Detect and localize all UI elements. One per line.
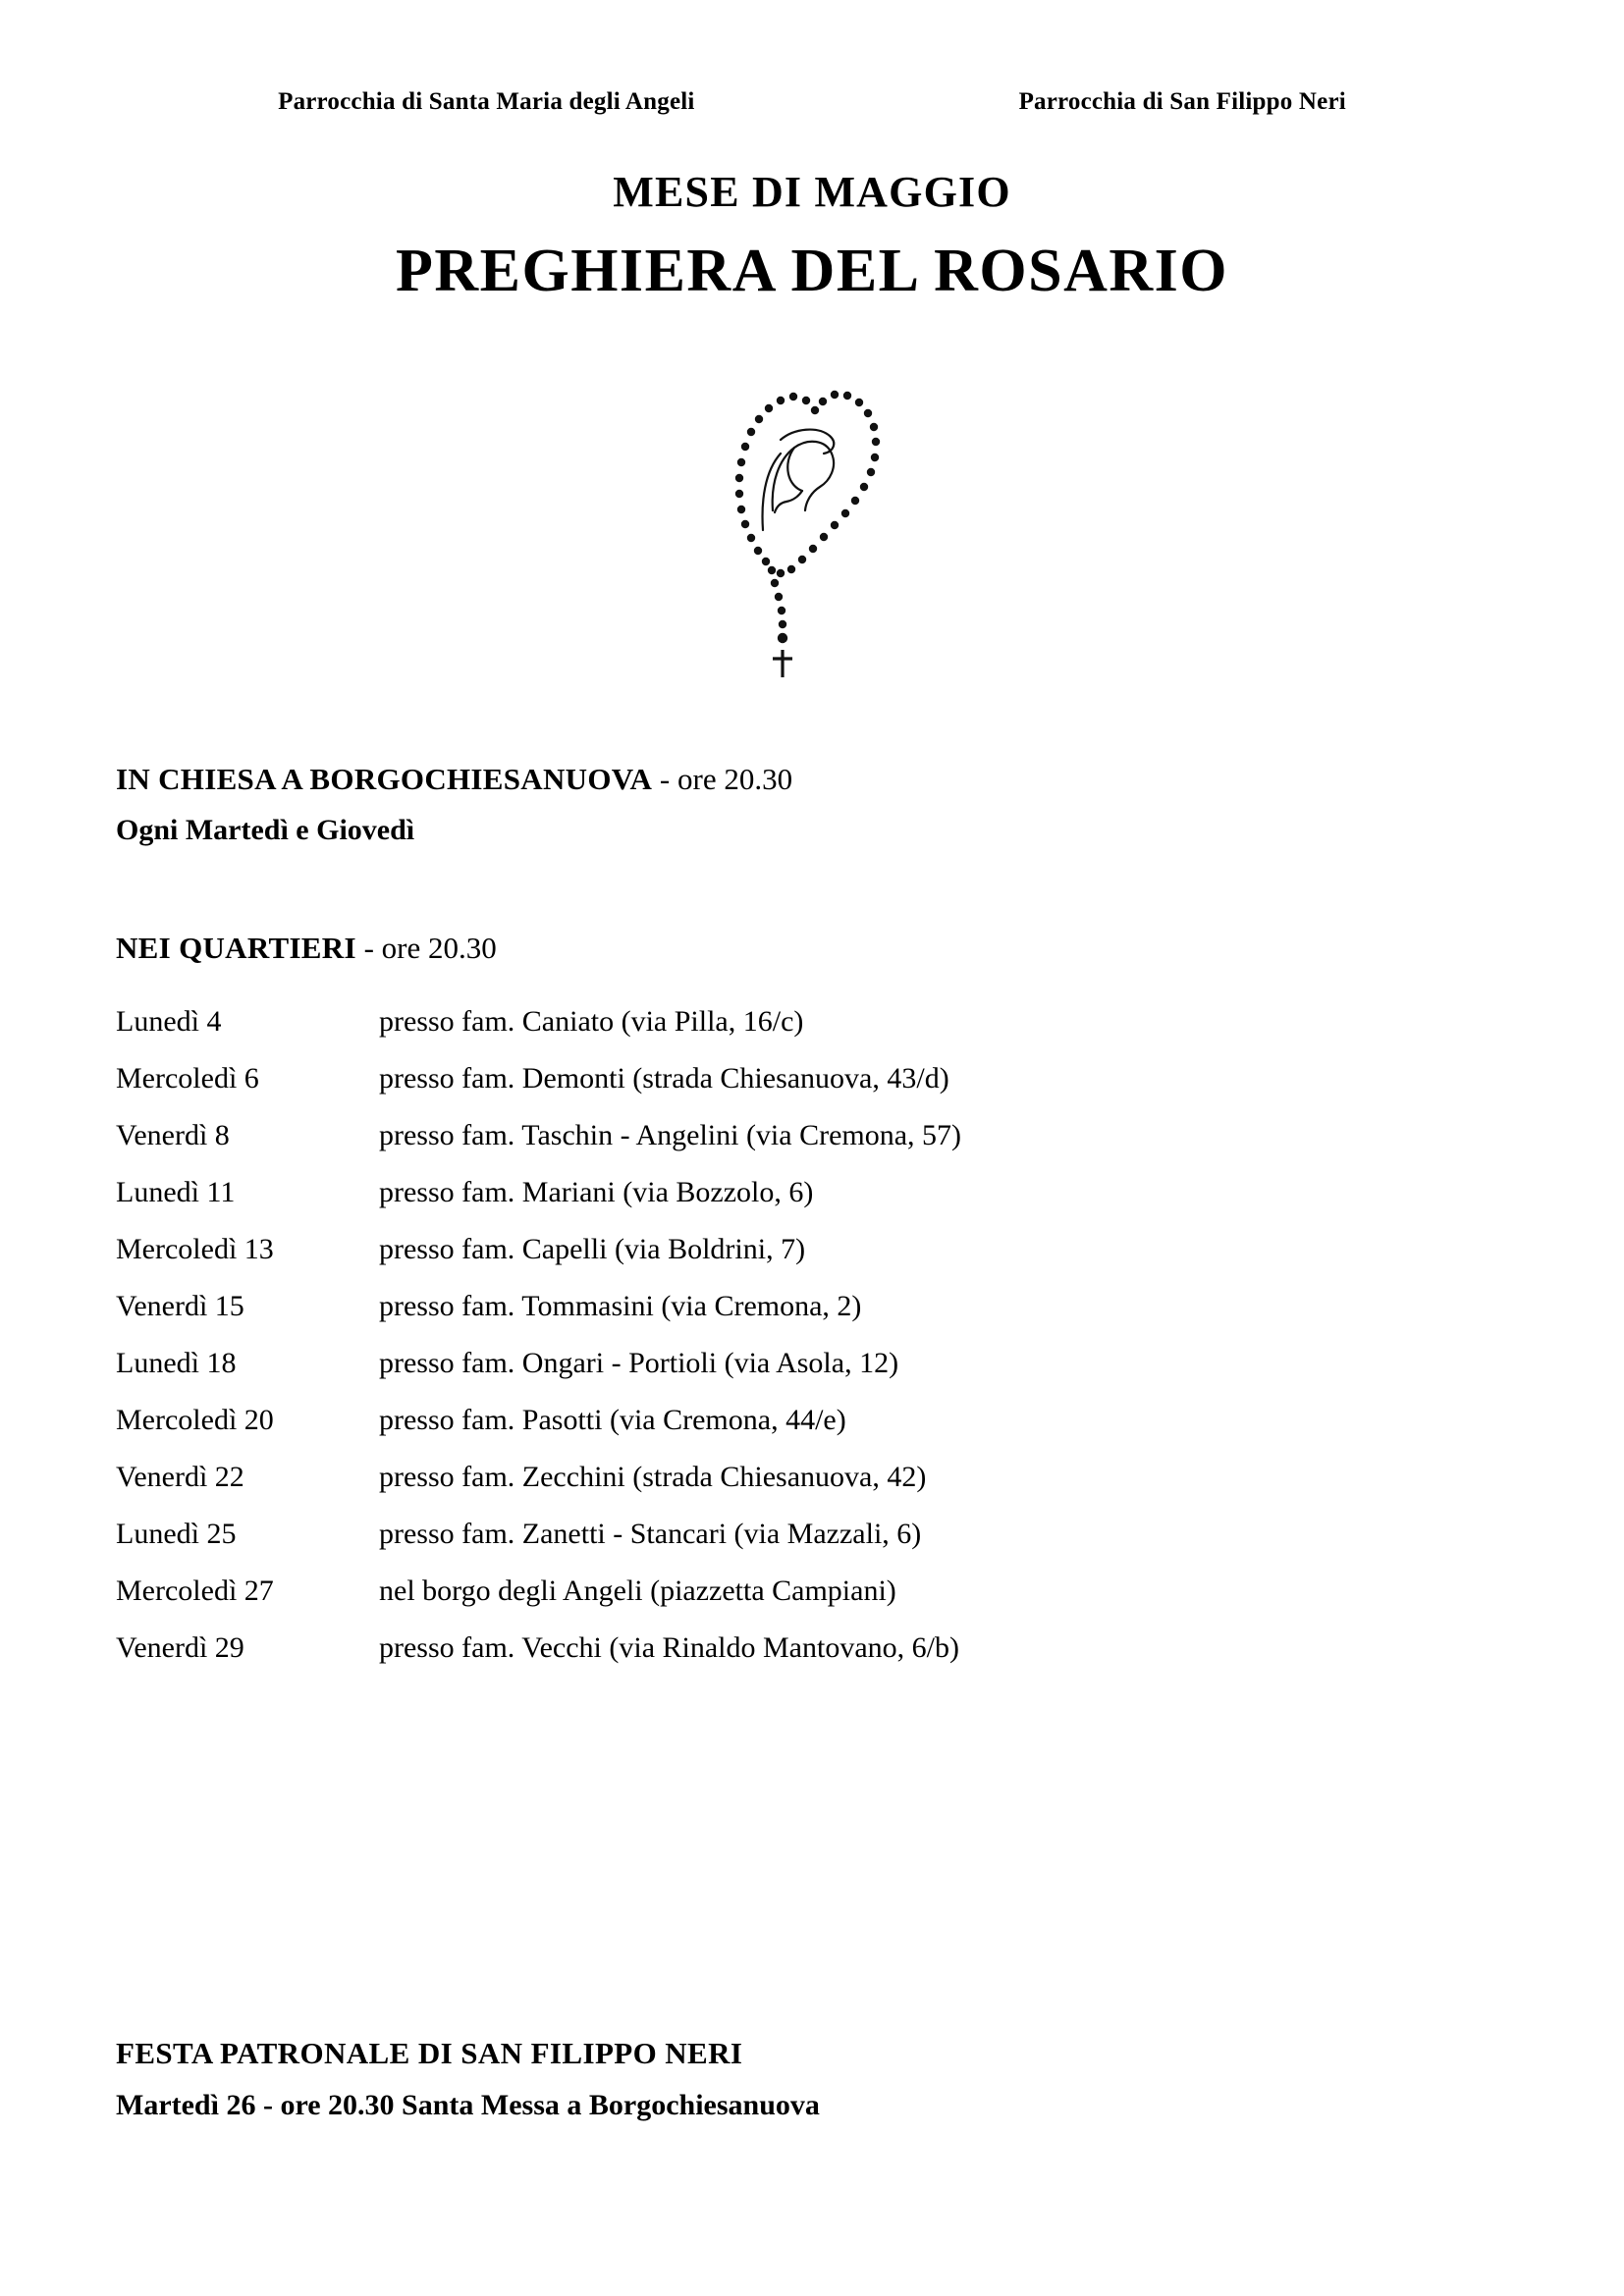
festa-detail: Martedì 26 - ore 20.30 Santa Messa a Borgochiesanuova <box>116 2089 820 2122</box>
list-item <box>116 1278 1508 1335</box>
parish-name-left: Parrocchia di Santa Maria degli Angeli <box>278 88 695 115</box>
schedule-place: presso fam. Tommasini (via Cremona, 2) <box>379 1289 862 1322</box>
schedule-day: Mercoledì 20 <box>116 1403 274 1436</box>
schedule-day: Lunedì 18 <box>116 1346 237 1379</box>
schedule-day: Venerdì 8 <box>116 1118 230 1151</box>
spacer <box>116 852 1508 927</box>
parish-header <box>0 88 1624 116</box>
list-item <box>116 1506 1508 1563</box>
list-item <box>116 1050 1508 1107</box>
festa-block <box>116 2032 1508 2127</box>
page-title: PREGHIERA DEL ROSARIO <box>395 238 1228 305</box>
schedule-day: Venerdì 15 <box>116 1289 244 1322</box>
body-content <box>116 758 1508 1677</box>
schedule-place: presso fam. Ongari - Portioli (via Asola, 12) <box>379 1346 899 1379</box>
schedule-place: presso fam. Vecchi (via Rinaldo Mantovano, 6/b) <box>379 1630 959 1664</box>
schedule-place: presso fam. Mariani (via Bozzolo, 6) <box>379 1175 814 1208</box>
quarters-heading <box>116 927 1508 970</box>
list-item <box>116 1221 1508 1278</box>
schedule-place: presso fam. Zecchini (strada Chiesanuova, 42) <box>379 1460 927 1493</box>
schedule-day: Lunedì 4 <box>116 1004 222 1038</box>
list-item <box>116 1164 1508 1221</box>
schedule-place: nel borgo degli Angeli (piazzetta Campiani) <box>379 1574 896 1607</box>
list-item <box>116 1392 1508 1449</box>
schedule-place: presso fam. Pasotti (via Cremona, 44/e) <box>379 1403 846 1436</box>
church-heading-bold: IN CHIESA A BORGOCHIESANUOVA <box>116 762 653 796</box>
schedule-place: presso fam. Capelli (via Boldrini, 7) <box>379 1232 806 1265</box>
schedule-place: presso fam. Zanetti - Stancari (via Mazzali, 6) <box>379 1517 922 1550</box>
title-overline: MESE DI MAGGIO <box>613 168 1011 216</box>
quarters-heading-bold: NEI QUARTIERI <box>116 930 356 965</box>
rosary-madonna-icon <box>704 363 920 697</box>
schedule-day: Mercoledì 13 <box>116 1232 274 1265</box>
list-item <box>116 1335 1508 1392</box>
church-heading-time: - ore 20.30 <box>652 762 793 796</box>
schedule-list <box>116 993 1508 1677</box>
festa-title: FESTA PATRONALE DI SAN FILIPPO NERI <box>116 2036 743 2070</box>
schedule-place: presso fam. Taschin - Angelini (via Cremona, 57) <box>379 1118 962 1151</box>
parish-name-right: Parrocchia di San Filippo Neri <box>1018 88 1346 115</box>
schedule-day: Lunedì 11 <box>116 1175 236 1208</box>
schedule-place: presso fam. Caniato (via Pilla, 16/c) <box>379 1004 804 1038</box>
schedule-day: Lunedì 25 <box>116 1517 237 1550</box>
schedule-place: presso fam. Demonti (strada Chiesanuova, 43/d) <box>379 1061 949 1095</box>
list-item <box>116 1107 1508 1164</box>
quarters-heading-time: - ore 20.30 <box>355 930 497 965</box>
schedule-day: Mercoledì 6 <box>116 1061 259 1095</box>
title-block <box>0 169 1624 303</box>
schedule-day: Venerdì 22 <box>116 1460 244 1493</box>
schedule-day: Mercoledì 27 <box>116 1574 274 1607</box>
church-subtitle: Ogni Martedì e Giovedì <box>116 814 415 847</box>
list-item <box>116 1620 1508 1677</box>
list-item <box>116 1449 1508 1506</box>
schedule-day: Venerdì 29 <box>116 1630 244 1664</box>
list-item <box>116 993 1508 1050</box>
church-heading <box>116 758 1508 801</box>
list-item <box>116 1563 1508 1620</box>
